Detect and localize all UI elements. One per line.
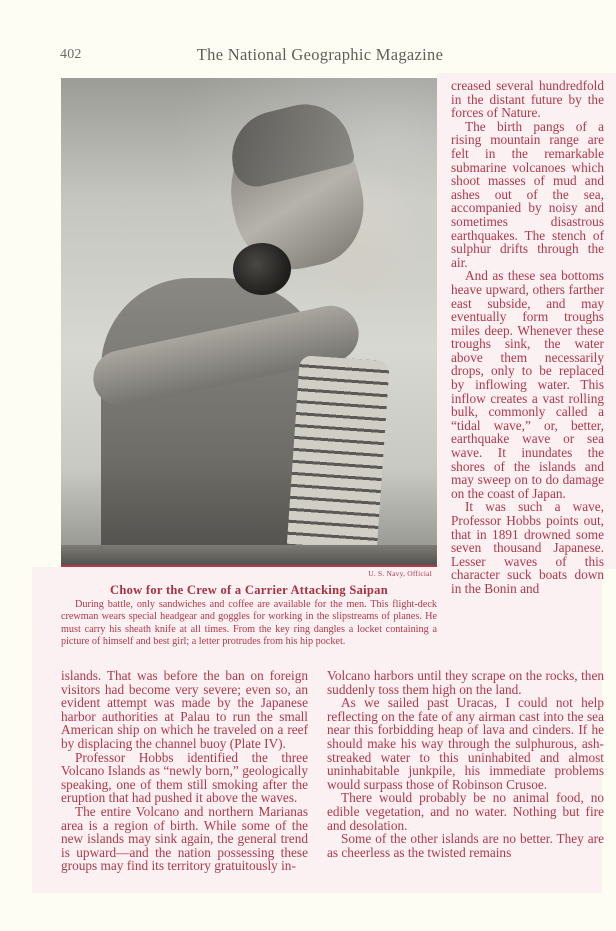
paragraph: It was such a wave, Professor Hobbs points out, that in 1891 drowned some seven thousand Japanese. Lesser waves of this character suck boats down in the Bonin and xyxy=(451,499,604,596)
caption-title: Chow for the Crew of a Carrier Attacking Saipan xyxy=(110,583,388,597)
paragraph: Some of the other islands are no better. They are as cheerless as the twisted remains xyxy=(327,831,604,860)
paragraph: creased several hundredfold in the distant future by the forces of Nature. xyxy=(451,78,604,121)
paragraph: And as these sea bottoms heave upward, others farther east subside, and may eventually form troughs miles deep. Whenever these troughs sink, the water above them necessarily drops, only to be replaced by inflowing water. This inflow creates a vast rolling bulk, commonly called a “tidal wave,” or, better, earthquake wave or sea wave. It inundates the shores of the islands and may sweep on to do damage on the coast of Japan. xyxy=(451,268,604,501)
photo-goggles xyxy=(233,243,291,295)
photo-bottom-rule xyxy=(61,565,437,567)
caption-body: During battle, only sandwiches and coffee are available for the men. This flight-deck crewman wears special headgear and goggles for working in the slipstreams of planes. He must carry his sheath knife at all times. From the key ring dangles a locket containing a picture of himself and best girl; a letter protrudes from his hip pocket. xyxy=(61,599,437,648)
photo-sandwich-stack xyxy=(286,355,390,561)
paragraph: Professor Hobbs identified the three Volcano Islands as “newly born,” geologically speaking, one of them still smoking after the eruption that had pushed it above the waves. xyxy=(61,749,308,806)
paragraph: There would probably be no animal food, no edible vegetation, and no water. Nothing but fire and desolation. xyxy=(327,790,604,833)
running-head: The National Geographic Magazine xyxy=(196,45,444,64)
photograph xyxy=(61,78,437,567)
paragraph: islands. That was before the ban on foreign visitors had become very severe; even so, an evident attempt was made by the Japanese harbor authorities at Palau to run the small American ship on which he traveled on a reef by displacing the channel buoy (Plate IV). xyxy=(61,668,308,751)
paragraph: As we sailed past Uracas, I could not help reflecting on the fate of any airman cast into the sea near this forbidding heap of lava and cinders. If he should make his way through the sulphurous, ash-streaked water to this uninhabited and almost uninhabitable junkpile, his immediate problems would surpass those of Robinson Crusoe. xyxy=(327,695,604,792)
photo-credit: U. S. Navy, Official xyxy=(368,569,432,578)
middle-column xyxy=(327,669,604,859)
paragraph: The birth pangs of a rising mountain range are felt in the remarkable submarine volcanoes which shoot masses of mud and ashes out of the sea, accompanied by noisy and sometimes disastrous earthquakes. The stench of sulphur drifts through the air. xyxy=(451,118,604,270)
right-column xyxy=(451,79,604,596)
page-number: 402 xyxy=(60,47,82,62)
photo-ground xyxy=(61,545,437,567)
left-column xyxy=(61,669,308,873)
paragraph: Volcano harbors until they scrape on the rocks, then suddenly toss them high on the land. xyxy=(327,668,604,697)
paragraph: The entire Volcano and northern Marianas area is a region of birth. While some of the new islands may sink again, the general trend is upward—and the nation possessing these groups may find its territory gratuitously in- xyxy=(61,803,308,874)
